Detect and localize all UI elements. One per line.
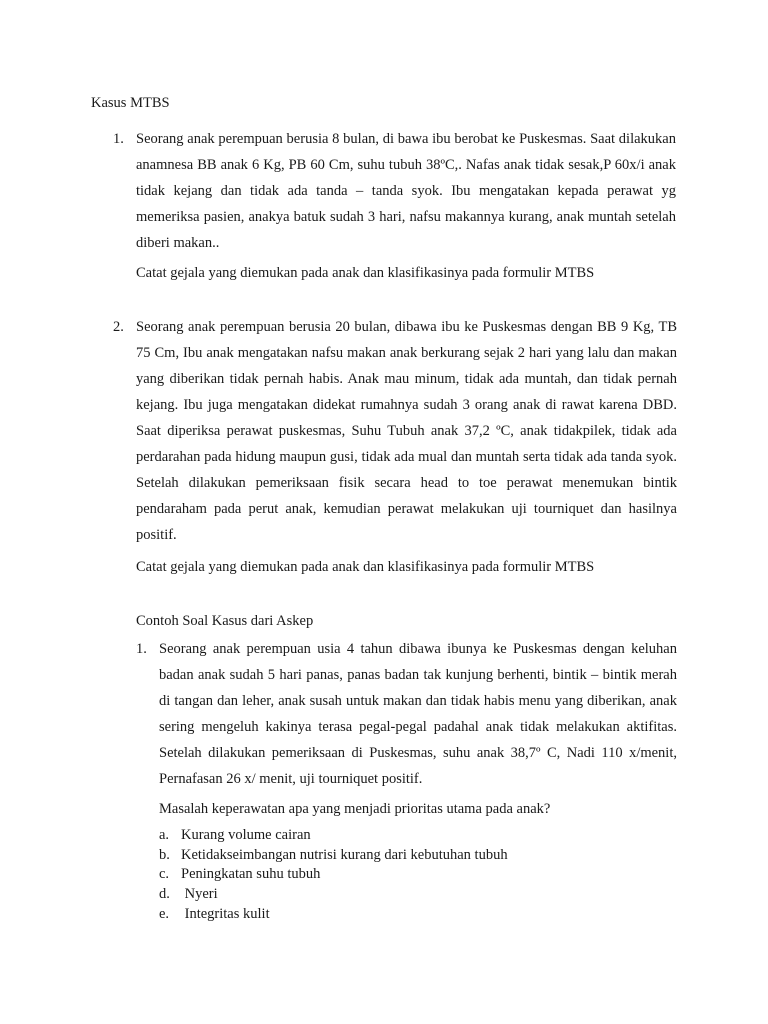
option-text: Kurang volume cairan [181,827,311,843]
option-e [159,905,270,923]
option-a [159,826,311,844]
case-2-number: 2. [113,319,124,335]
option-text: Peningkatan suhu tubuh [181,866,321,882]
case-2-instruction: Catat gejala yang diemukan pada anak dan klasifikasinya pada formulir MTBS [136,559,595,575]
option-letter: c. [159,866,170,882]
option-letter: a. [159,827,170,843]
case-2 [136,314,677,548]
case-1-instruction: Catat gejala yang diemukan pada anak dan klasifikasinya pada formulir MTBS [136,265,595,281]
document-title: Kasus MTBS [91,95,170,111]
option-text: Nyeri [181,886,218,902]
option-d [159,885,218,903]
askep-heading: Contoh Soal Kasus dari Askep [136,613,314,629]
option-letter: e. [159,906,170,922]
askep-case [159,636,677,792]
case-1 [136,126,676,256]
option-b [159,846,508,864]
case-1-number: 1. [113,131,124,147]
option-letter: b. [159,847,170,863]
option-letter: d. [159,886,170,902]
askep-question: Masalah keperawatan apa yang menjadi prioritas utama pada anak? [159,801,551,817]
option-c [159,865,320,883]
askep-number: 1. [136,641,147,657]
option-text: Ketidakseimbangan nutrisi kurang dari kebutuhan tubuh [181,847,508,863]
option-text: Integritas kulit [181,906,270,922]
case-1-text: Seorang anak perempuan berusia 8 bulan, di bawa ibu berobat ke Puskesmas. Saat dilakukan anamnesa BB anak 6 Kg, PB 60 Cm, suhu tubuh 38ºC,. Nafas anak tidak sesak,P 60x/i anak tidak kejang dan tidak ada tanda – tanda syok. Ibu mengatakan kepada perawat yg memeriksa pasien, anakya batuk sudah 3 hari, nafsu makannya kurang, anak muntah setelah diberi makan.. [136,131,676,251]
askep-case-text: Seorang anak perempuan usia 4 tahun dibawa ibunya ke Puskesmas dengan keluhan badan anak sudah 5 hari panas, panas badan tak kunjung berhenti, bintik – bintik merah di tangan dan leher, anak susah untuk makan dan tidak habis menu yang diberikan, anak sering mengeluh kakinya terasa pegal-pegal padahal anak tidak melakukan aktifitas. Setelah dilakukan pemeriksaan di Puskesmas, suhu anak 38,7º C, Nadi 110 x/menit, Pernafasan 26 x/ menit, uji tourniquet positif. [159,641,677,787]
case-2-text: Seorang anak perempuan berusia 20 bulan, dibawa ibu ke Puskesmas dengan BB 9 Kg, TB 75 Cm, Ibu anak mengatakan nafsu makan anak berkurang sejak 2 hari yang lalu dan makan yang diberikan tidak pernah habis. Anak mau minum, tidak ada muntah, dan tidak pernah kejang. Ibu juga mengatakan didekat rumahnya sudah 3 orang anak di rawat karena DBD. Saat diperiksa perawat puskesmas, Suhu Tubuh anak 37,2 ºC, anak tidakpilek, tidak ada perdarahan pada hidung maupun gusi, tidak ada mual dan muntah serta tidak ada tanda syok. Setelah dilakukan pemeriksaan fisik secara head to toe perawat menemukan bintik pendaraham pada perut anak, kemudian perawat melakukan uji tourniquet dan hasilnya positif. [136,319,677,543]
